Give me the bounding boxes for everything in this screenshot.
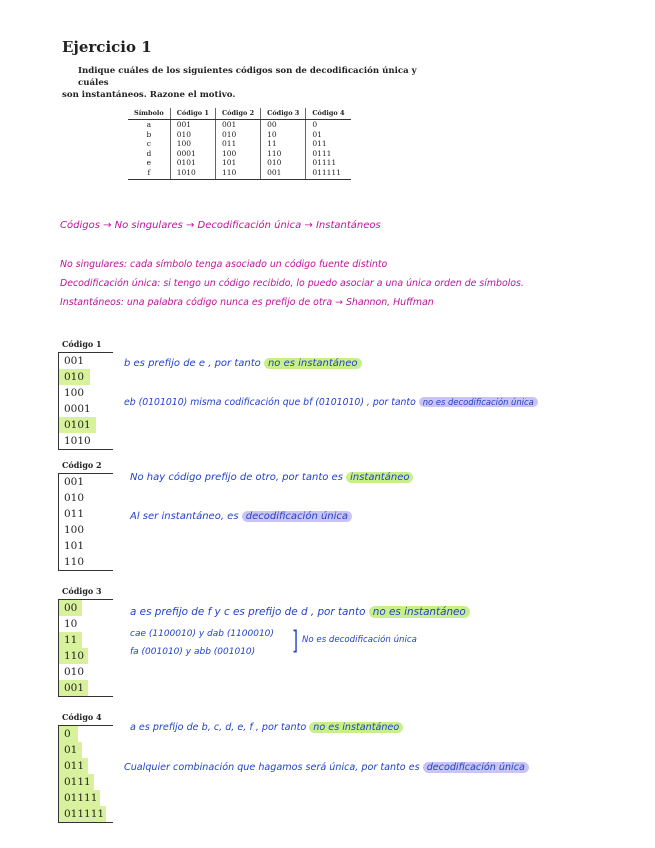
list-item: 10 bbox=[64, 618, 78, 630]
codigo4-note-2 bbox=[124, 762, 529, 773]
list-item: 110 bbox=[59, 648, 88, 664]
table-cell: b bbox=[128, 130, 170, 140]
code-block-header: Código 4 bbox=[58, 712, 113, 726]
highlight-green: instantáneo bbox=[346, 472, 413, 483]
list-item: 001 bbox=[64, 355, 85, 367]
table-cell: 001 bbox=[261, 168, 306, 179]
table-cell: 010 bbox=[215, 130, 260, 140]
list-item: 11 bbox=[59, 632, 82, 648]
codes-table bbox=[128, 108, 351, 180]
list-item: 011111 bbox=[59, 806, 106, 822]
table-cell: 001 bbox=[170, 120, 215, 130]
table-cell: 110 bbox=[215, 168, 260, 179]
code-block-3 bbox=[58, 586, 113, 697]
table-cell: 010 bbox=[170, 130, 215, 140]
highlight-purple: no es decodificación única bbox=[419, 397, 538, 407]
list-item: 011 bbox=[59, 758, 88, 774]
table-row bbox=[128, 120, 351, 130]
note-text: a es prefijo de f y c es prefijo de d , por tanto bbox=[130, 606, 366, 618]
highlight-green: no es instantáneo bbox=[264, 358, 362, 369]
codigo1-note-2 bbox=[124, 397, 538, 408]
highlight-purple: decodificación única bbox=[423, 762, 529, 773]
table-cell: 01111 bbox=[312, 158, 337, 168]
code-list bbox=[58, 474, 113, 571]
table-row bbox=[128, 149, 351, 159]
codigo3-note-2b: fa (001010) y abb (001010) bbox=[130, 647, 256, 657]
code-block-header: Código 2 bbox=[58, 460, 113, 474]
col-header: Código 4 bbox=[306, 108, 351, 120]
note-text: Cualquier combinación que hagamos será única, por tanto es bbox=[124, 762, 420, 773]
note-text: a es prefijo de b, c, d, e, f , por tanto bbox=[130, 722, 307, 733]
table-cell: e bbox=[128, 158, 170, 168]
code-block-2 bbox=[58, 460, 113, 571]
list-item: 01 bbox=[59, 742, 82, 758]
list-item: 0001 bbox=[64, 403, 91, 415]
code-list bbox=[58, 353, 113, 450]
prompt-line-2: son instantáneos. Razone el motivo. bbox=[62, 90, 236, 100]
codigo3-note-1 bbox=[130, 606, 470, 618]
table-cell: 100 bbox=[215, 149, 260, 159]
col-header: Código 2 bbox=[215, 108, 260, 120]
note-text: eb (0101010) misma codificación que bf (0101010) , por tanto bbox=[124, 397, 416, 408]
list-item: 110 bbox=[64, 556, 85, 568]
highlight-purple: decodificación única bbox=[242, 511, 352, 522]
list-item: 01111 bbox=[59, 790, 100, 806]
code-list bbox=[58, 600, 113, 697]
table-cell: 00 bbox=[261, 120, 306, 130]
codigo3-note-2-side: No es decodificación única bbox=[302, 635, 417, 645]
note-def-unique: Decodificación única: si tengo un código recibido, lo puedo asociar a una única orden de símbolos. bbox=[60, 278, 524, 289]
code-block-4 bbox=[58, 712, 113, 823]
table-cell: 0001 bbox=[170, 149, 215, 159]
table-cell: 110 bbox=[261, 149, 306, 159]
exercise-title: Ejercicio 1 bbox=[62, 38, 152, 56]
list-item: 100 bbox=[64, 524, 85, 536]
note-text: No hay código prefijo de otro, por tanto es bbox=[130, 472, 343, 483]
highlight-green: no es instantáneo bbox=[369, 606, 470, 618]
code-block-header: Código 1 bbox=[58, 339, 113, 353]
codigo3-note-2a: cae (1100010) y dab (1100010) bbox=[130, 629, 274, 639]
table-row bbox=[128, 158, 351, 168]
list-item: 0111 bbox=[59, 774, 94, 790]
table-cell: 001 bbox=[215, 120, 260, 130]
note-def-nonsingular: No singulares: cada símbolo tenga asociado un código fuente distinto bbox=[60, 259, 388, 270]
code-list bbox=[58, 726, 113, 823]
table-cell: d bbox=[128, 149, 170, 159]
note-hierarchy-chain: Códigos → No singulares → Decodificación única → Instantáneos bbox=[60, 220, 381, 231]
list-item: 011 bbox=[64, 508, 85, 520]
code-block-header: Código 3 bbox=[58, 586, 113, 600]
table-cell: 0101 bbox=[170, 158, 215, 168]
codigo4-note-1 bbox=[130, 722, 403, 733]
table-cell: 1010 bbox=[170, 168, 215, 179]
table-row bbox=[128, 168, 351, 179]
table-cell: 0 bbox=[312, 120, 318, 129]
list-item: 010 bbox=[59, 369, 90, 385]
table-cell: 010 bbox=[261, 158, 306, 168]
table-cell: f bbox=[128, 168, 170, 179]
codigo2-note-1 bbox=[130, 472, 413, 483]
table-cell: 101 bbox=[215, 158, 260, 168]
table-cell: a bbox=[128, 120, 170, 130]
list-item: 101 bbox=[64, 540, 85, 552]
list-item: 100 bbox=[64, 387, 85, 399]
table-cell: 10 bbox=[261, 130, 306, 140]
col-header: Código 3 bbox=[261, 108, 306, 120]
table-cell: 011111 bbox=[306, 168, 351, 179]
table-cell: 11 bbox=[261, 139, 306, 149]
exercise-prompt bbox=[62, 65, 442, 101]
table-row bbox=[128, 130, 351, 140]
list-item: 0 bbox=[59, 726, 78, 742]
prompt-line-1: Indique cuáles de los siguientes códigos son de decodificación única y cuáles bbox=[78, 66, 417, 88]
list-item: 010 bbox=[64, 666, 85, 678]
table-cell: 011 bbox=[312, 139, 327, 149]
codigo2-note-2 bbox=[130, 511, 352, 522]
note-text: b es prefijo de e , por tanto bbox=[124, 358, 261, 369]
note-text: Al ser instantáneo, es bbox=[130, 511, 239, 522]
list-item: 010 bbox=[64, 492, 85, 504]
list-item: 001 bbox=[59, 680, 88, 696]
codes-table-header-row bbox=[128, 108, 351, 120]
code-block-1 bbox=[58, 339, 113, 450]
table-cell: 100 bbox=[170, 139, 215, 149]
col-header: Código 1 bbox=[170, 108, 215, 120]
col-header: Símbolo bbox=[128, 108, 170, 120]
list-item: 00 bbox=[59, 600, 82, 616]
table-cell: 011 bbox=[215, 139, 260, 149]
table-cell: 01 bbox=[312, 129, 322, 139]
table-cell: 0111 bbox=[312, 148, 332, 158]
table-cell: c bbox=[128, 139, 170, 149]
note-def-instant: Instantáneos: una palabra código nunca es prefijo de otra → Shannon, Huffman bbox=[60, 297, 434, 308]
table-row bbox=[128, 139, 351, 149]
right-brace-icon: ] bbox=[292, 626, 299, 656]
list-item: 001 bbox=[64, 476, 85, 488]
codigo1-note-1 bbox=[124, 358, 362, 369]
highlight-green: no es instantáneo bbox=[309, 722, 403, 733]
list-item: 1010 bbox=[64, 435, 91, 447]
list-item: 0101 bbox=[59, 417, 96, 433]
